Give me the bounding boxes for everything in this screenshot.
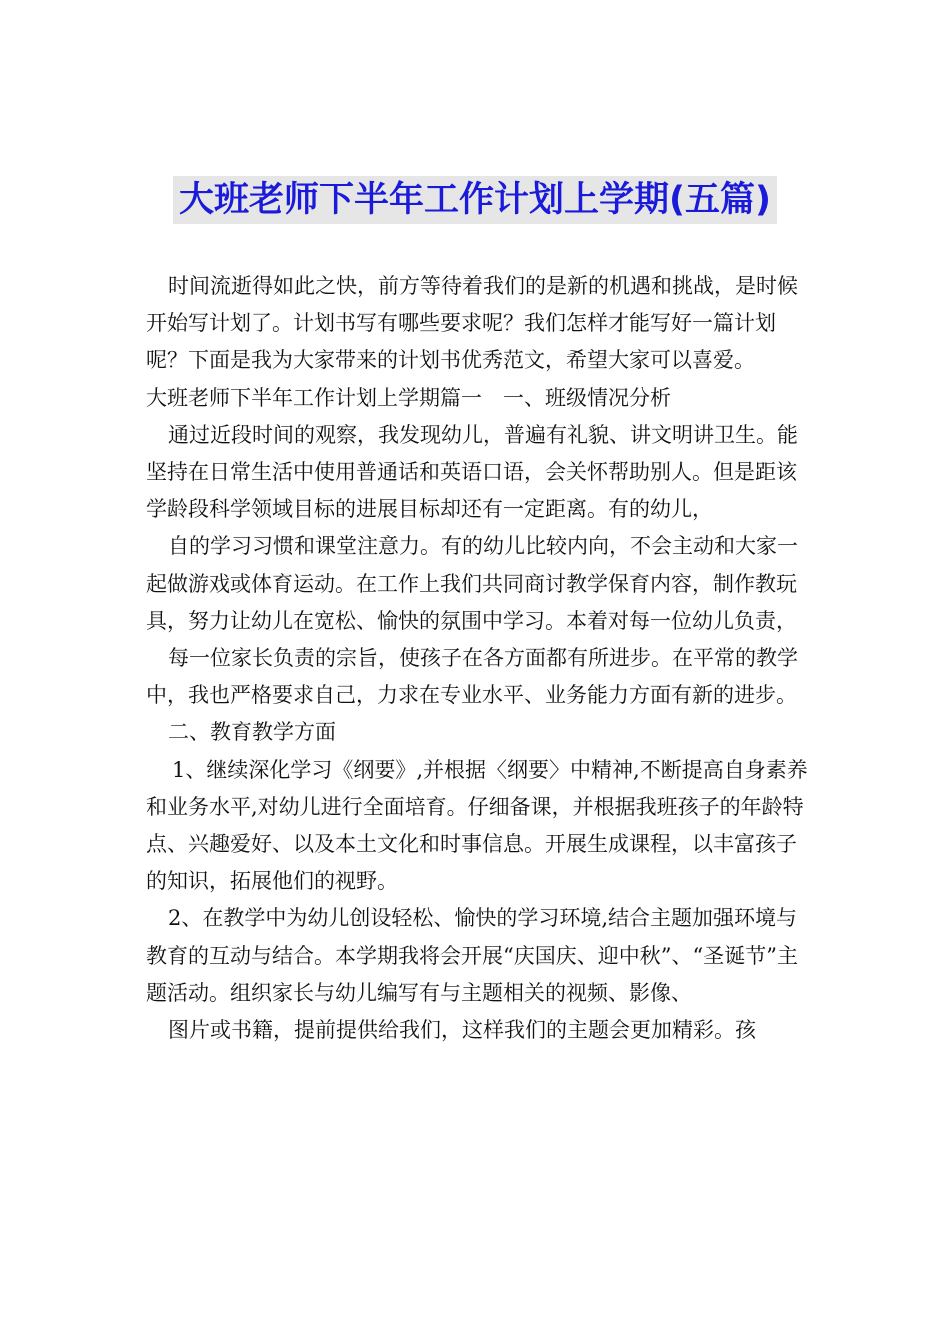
document-body <box>146 268 814 1049</box>
paragraph: 自的学习习惯和课堂注意力。有的幼儿比较内向，不会主动和大家一起做游戏或体育运动。在工作上我们共同商讨教学保育内容，制作教玩具，努力让幼儿在宽松、愉快的氛围中学习。本着对每一位幼儿负责， <box>146 534 798 633</box>
paragraph: 图片或书籍，提前提供给我们，这样我们的主题会更加精彩。孩 <box>168 1018 756 1043</box>
paragraph: 2、在教学中为幼儿创设轻松、愉快的学习环境,结合主题加强环境与教育的互动与结合。本学期我将会开展“庆国庆、迎中秋”、“圣诞节”主题活动。组织家长与幼儿编写有与主题相关的视频、影像、 <box>146 906 798 1005</box>
document-title: 大班老师下半年工作计划上学期(五篇) <box>173 176 777 224</box>
section-heading: 二、教育教学方面 <box>168 720 336 745</box>
paragraph: 每一位家长负责的宗旨，使孩子在各方面都有所进步。在平常的教学中，我也严格要求自己，力求在专业水平、业务能力方面有新的进步。 <box>146 646 798 708</box>
paragraph: 通过近段时间的观察，我发现幼儿，普遍有礼貌、讲文明讲卫生。能坚持在日常生活中使用普通话和英语口语，会关怀帮助别人。但是距该学龄段科学领域目标的进展目标却还有一定距离。有的幼儿， <box>146 422 798 522</box>
title-container <box>0 176 950 224</box>
paragraph: 大班老师下半年工作计划上学期篇一 一、班级情况分析 <box>146 385 671 410</box>
paragraph: 时间流逝得如此之快，前方等待着我们的是新的机遇和挑战，是时候开始写计划了。计划书写有哪些要求呢？我们怎样才能写好一篇计划呢？下面是我为大家带来的计划书优秀范文，希望大家可以喜爱。 <box>146 274 798 373</box>
paragraph: 1、继续深化学习《纲要》,并根据〈纲要〉中精神,不断提高自身素养和业务水平,对幼儿进行全面培育。仔细备课，并根据我班孩子的年龄特点、兴趣爱好、以及本土文化和时事信息。开展生成课程，以丰富孩子的知识，拓展他们的视野。 <box>146 757 808 894</box>
